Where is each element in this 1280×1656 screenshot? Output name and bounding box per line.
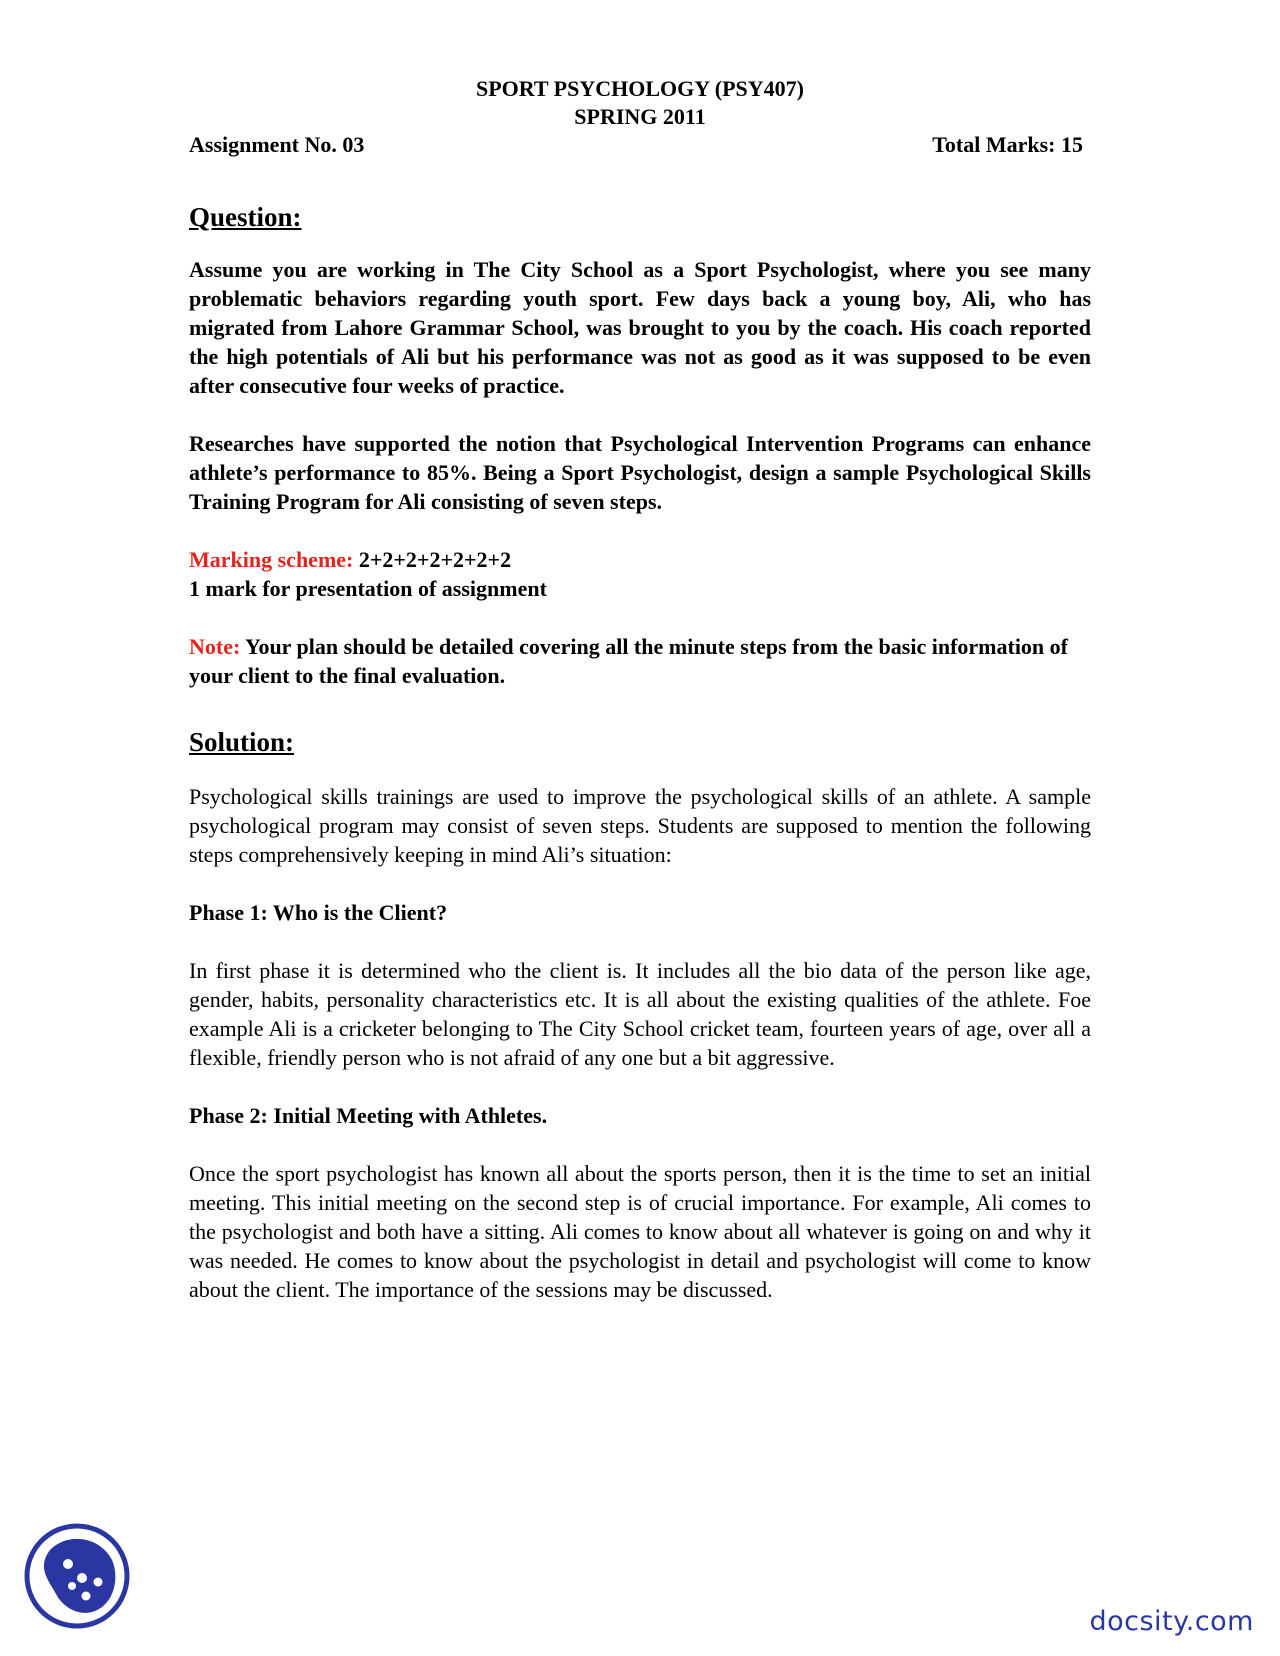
phase-1-text: In first phase it is determined who the client is. It includes all the bio data of the person like age, gender, habits, personality characteristics etc. It is all about the existing qualities of the athlete. Foe example Ali is a cricketer belonging to The City School cricket team, fourteen years of age, over all a flexible, friendly person who is not afraid of any one but a bit aggressive.: [189, 958, 1091, 1070]
marking-scheme: [189, 545, 1091, 574]
document-content: [189, 75, 1091, 1304]
assignment-row: [189, 131, 1091, 159]
question-paragraph-2: Researches have supported the notion that Psychological Intervention Programs can enhance athlete’s performance to 85%. Being a Sport Psychologist, design a sample Psychological Skills Training Program for Ali consisting of seven steps.: [189, 431, 1091, 514]
marking-scheme-value: 2+2+2+2+2+2+2: [358, 547, 512, 572]
docsity-logo-icon[interactable]: [22, 1520, 132, 1632]
docsity-brand[interactable]: docsity.com: [1089, 1606, 1254, 1637]
marking-scheme-label: Marking scheme:: [189, 547, 354, 572]
phase-1-title: Phase 1: Who is the Client?: [189, 900, 448, 925]
course-title: SPORT PSYCHOLOGY (PSY407): [475, 76, 805, 101]
note: [189, 632, 1091, 690]
solution-intro: Psychological skills trainings are used to improve the psychological skills of an athlete. A sample psychological program may consist of seven steps. Students are supposed to mention the following steps comprehensively keeping in mind Ali’s situation:: [189, 784, 1091, 867]
presentation-mark: 1 mark for presentation of assignment: [189, 576, 547, 601]
total-marks: Total Marks: 15: [932, 132, 1083, 157]
question-heading: Question:: [189, 202, 302, 232]
note-text: Your plan should be detailed covering all the minute steps from the basic information of your client to the final evaluation.: [189, 634, 1068, 688]
assignment-number: Assignment No. 03: [189, 132, 365, 157]
phase-2-text: Once the sport psychologist has known all about the sports person, then it is the time to set an initial meeting. This initial meeting on the second step is of crucial importance. For example, Ali comes to the psychologist and both have a sitting. Ali comes to know about all whatever is going on and why it was needed. He comes to know about the psychologist in detail and psychologist will come to know about the client. The importance of the sessions may be discussed.: [189, 1161, 1091, 1302]
phase-2-title: Phase 2: Initial Meeting with Athletes.: [189, 1103, 548, 1128]
solution-heading: Solution:: [189, 727, 295, 757]
note-label: Note:: [189, 634, 241, 659]
question-paragraph-1: Assume you are working in The City School as a Sport Psychologist, where you see many problematic behaviors regarding youth sport. Few days back a young boy, Ali, who has migrated from Lahore Grammar School, was brought to you by the coach. His coach reported the high potentials of Ali but his performance was not as good as it was supposed to be even after consecutive four weeks of practice.: [189, 257, 1091, 398]
semester: SPRING 2011: [574, 104, 706, 129]
